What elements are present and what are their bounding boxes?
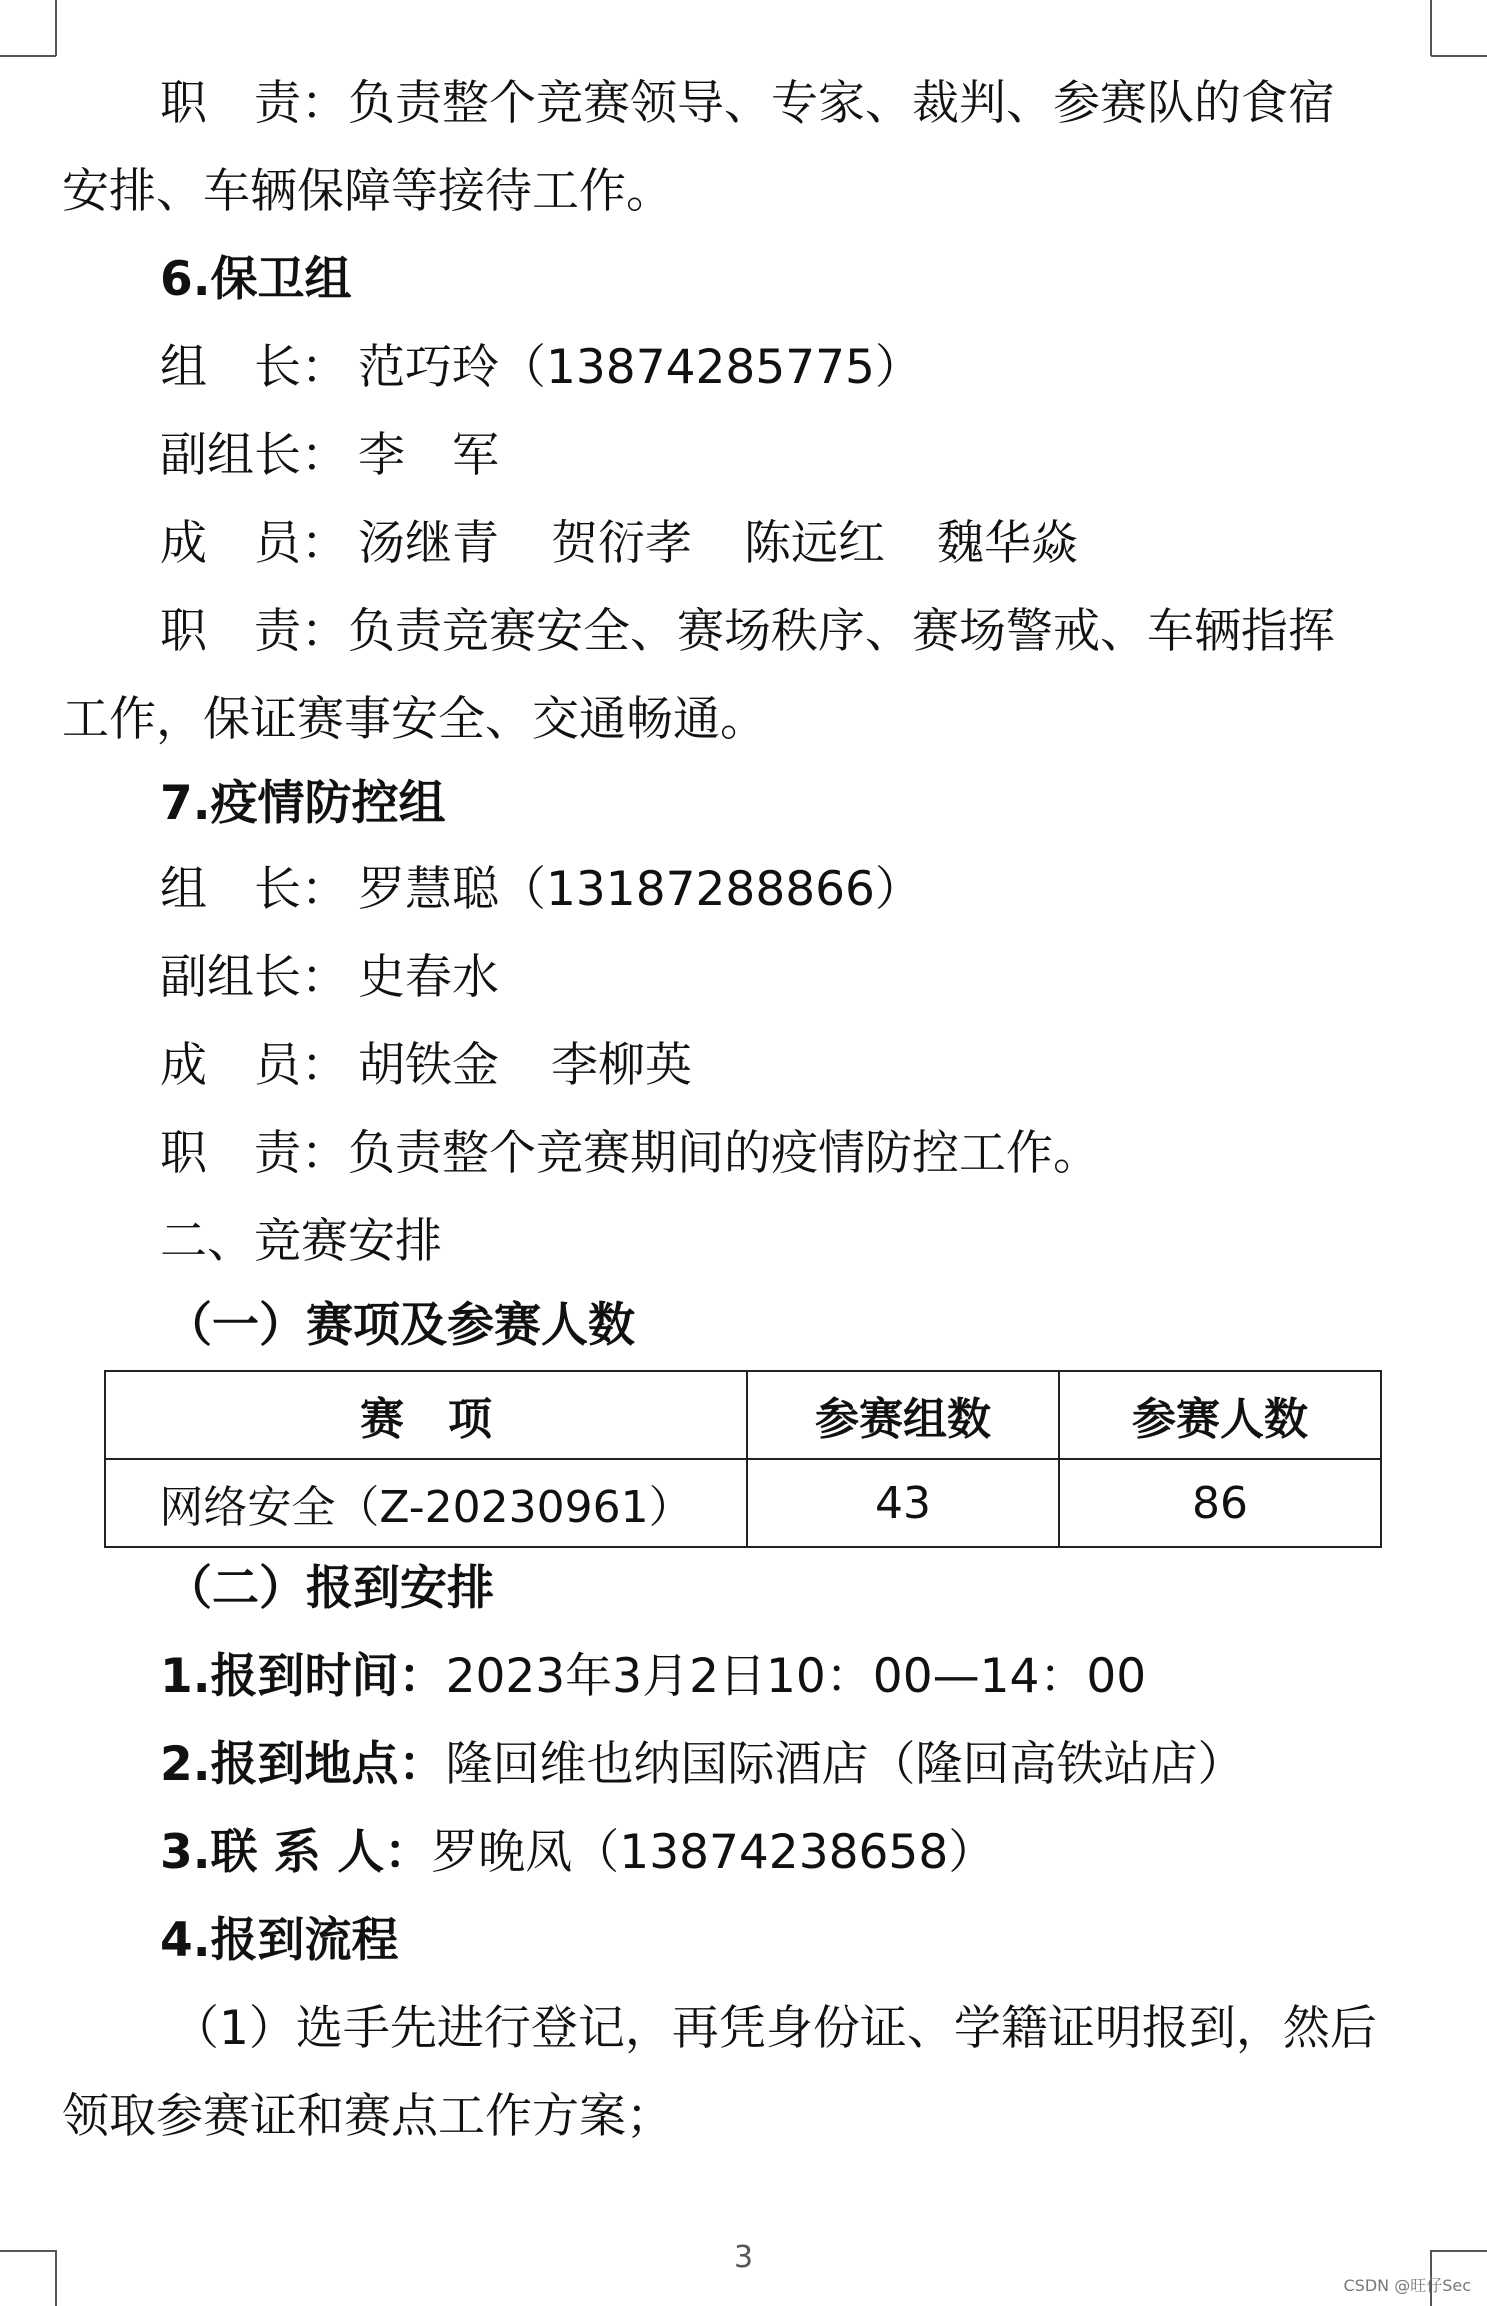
header-event: 赛 项 [105, 1371, 747, 1459]
header-group-count: 参赛组数 [747, 1371, 1059, 1459]
part-two-heading: 二、竞赛安排 [160, 1214, 442, 1269]
epidemic-duty-line: 职 责：负责整个竞赛期间的疫情防控工作。 [160, 1126, 1100, 1181]
crop-mark-top-right-v [1430, 0, 1432, 56]
label-members: 成 员： [160, 516, 348, 571]
subheading-events: （一）赛项及参赛人数 [165, 1298, 635, 1353]
epidemic-member: 李柳英 [551, 1038, 692, 1093]
table-header-row [105, 1371, 1381, 1459]
crop-mark-top-left-v [55, 0, 57, 56]
security-members-line [160, 500, 1422, 588]
registration-place-value: 隆回维也纳国际酒店（隆回高铁站店） [445, 1737, 1245, 1792]
epidemic-leader-line [160, 846, 1422, 934]
registration-time-value: 2023年3月2日10：00—14：00 [445, 1649, 1147, 1704]
events-table [104, 1370, 1382, 1548]
page-number: 3 [733, 2240, 754, 2275]
security-duty-line1: 职 责：负责竞赛安全、赛场秩序、赛场警戒、车辆指挥 [160, 604, 1335, 659]
registration-time-label: 1.报到时间： [160, 1649, 446, 1704]
subheading-registration: （二）报到安排 [165, 1561, 494, 1616]
epidemic-deputy-line [160, 934, 1422, 1022]
process-step1-line1: （1）选手先进行登记，再凭身份证、学籍证明报到，然后 [172, 2001, 1377, 2056]
contact-value: 罗晚凤（13874238658） [431, 1825, 996, 1880]
header-participant-count: 参赛人数 [1059, 1371, 1381, 1459]
watermark: CSDN @旺仔Sec [1343, 2276, 1471, 2295]
security-leader: 范巧玲（13874285775） [358, 340, 922, 395]
security-member: 魏华焱 [937, 516, 1078, 571]
reception-duty-line2: 安排、车辆保障等接待工作。 [62, 164, 673, 219]
label-deputy: 副组长： [160, 950, 348, 1005]
registration-place-label: 2.报到地点： [160, 1737, 446, 1792]
cell-group-count: 43 [747, 1459, 1059, 1547]
label-leader: 组 长： [160, 340, 348, 395]
epidemic-member: 胡铁金 [358, 1038, 499, 1093]
epidemic-deputy: 史春水 [358, 950, 499, 1005]
contact-label: 3.联 系 人： [160, 1825, 432, 1880]
epidemic-leader: 罗慧聪（13187288866） [358, 862, 922, 917]
cell-event: 网络安全（Z-20230961） [105, 1459, 747, 1547]
security-member: 汤继青 [358, 516, 499, 571]
epidemic-members-line [160, 1022, 1422, 1110]
registration-place-line [160, 1721, 1422, 1809]
crop-mark-top-left-h [0, 55, 56, 57]
security-duty-line2: 工作，保证赛事安全、交通畅通。 [62, 692, 767, 747]
registration-process-heading: 4.报到流程 [160, 1913, 399, 1968]
security-deputy-line [160, 412, 1422, 500]
cell-participant-count: 86 [1059, 1459, 1381, 1547]
security-deputy: 李 军 [358, 428, 499, 483]
label-members: 成 员： [160, 1038, 348, 1093]
contact-line [160, 1809, 1422, 1897]
label-deputy: 副组长： [160, 428, 348, 483]
table-row [105, 1459, 1381, 1547]
security-leader-line [160, 324, 1422, 412]
heading-epidemic-group: 7.疫情防控组 [160, 776, 446, 831]
security-member: 贺衍孝 [551, 516, 692, 571]
crop-mark-top-right-h [1431, 55, 1487, 57]
registration-time-line [160, 1633, 1422, 1721]
label-leader: 组 长： [160, 862, 348, 917]
security-member: 陈远红 [744, 516, 885, 571]
process-step1-line2: 领取参赛证和赛点工作方案； [62, 2089, 673, 2144]
reception-duty-line1: 职 责：负责整个竞赛领导、专家、裁判、参赛队的食宿 [160, 76, 1335, 131]
heading-security-group: 6.保卫组 [160, 252, 352, 307]
